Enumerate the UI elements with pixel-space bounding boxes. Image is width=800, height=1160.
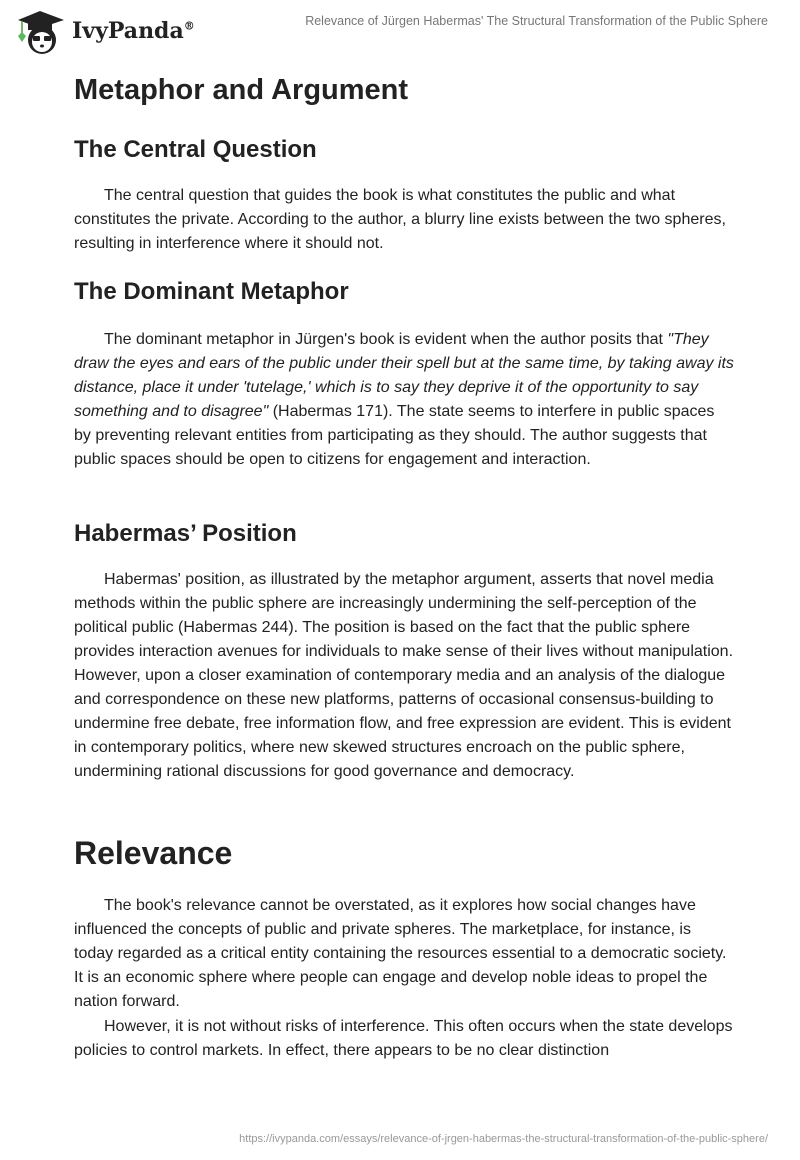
paragraph: However, it is not without risks of interference. This often occurs when the state develops policies to control markets. In effect, there appears to be no clear distinction — [74, 1018, 733, 1059]
subsection-heading: The Dominant Metaphor — [74, 278, 349, 305]
section-heading: Metaphor and Argument — [74, 74, 409, 106]
quote: ' which is to say they deprive it of the opportunity to say something and to disagree" — [74, 379, 699, 420]
subsection-heading: Habermas’ Position — [74, 520, 297, 547]
text: (Habermas 171). The state seems to interfere in public spaces by preventing relevant entities from participating as they should. The author suggests that public spaces should be open to citizens for engagement and interaction. — [74, 403, 715, 468]
text: The dominant metaphor in Jürgen's book is evident when the author posits that — [104, 331, 668, 348]
paragraph — [74, 328, 734, 472]
panda-logo-icon — [14, 6, 66, 56]
paragraph: The central question that guides the book is what constitutes the public and what constitutes the private. According to the author, a blurry line exists between the two spheres, resulting in interference where it should not. — [74, 187, 726, 252]
footer-url-link[interactable]: https://ivypanda.com/essays/relevance-of-jrgen-habermas-the-structural-transformation-of-the-public-sphere/ — [239, 1133, 768, 1145]
quote: tutelage, — [246, 379, 308, 396]
section-heading: Relevance — [74, 835, 233, 871]
brand-text: IvyPanda — [72, 18, 184, 44]
paragraph: Habermas' position, as illustrated by the metaphor argument, asserts that novel media methods within the public sphere are increasingly undermining the self-perception of the political public (Habermas 244). The position is based on the fact that the public sphere provides interaction avenues for individuals to make sense of their lives without manipulation. However, upon a closer examination of contemporary media and an analysis of the dialogue and correspondence on these new platforms, patterns of occasional consensus-building to undermine free debate, free information flow, and free expression are evident. This is evident in contemporary politics, where new skewed structures encroach on the public sphere, undermining rational discussions for good governance and democracy. — [74, 571, 734, 780]
ivypanda-logo[interactable] — [14, 6, 195, 56]
registered-mark: ® — [183, 19, 195, 33]
document-title: Relevance of Jürgen Habermas' The Structural Transformation of the Public Sphere — [305, 14, 768, 28]
brand-name — [72, 18, 195, 44]
quote: "They draw the eyes and ears of the public under their spell but at the same time, by taking away its distance, place it under ' — [74, 331, 734, 396]
paragraph: The book's relevance cannot be overstated, as it explores how social changes have influenced the concepts of public and private spheres. The marketplace, for instance, is today regarded as a critical entity containing the resources essential to a democratic society. It is an economic sphere where people can engage and develop noble ideas to propel the nation forward. — [74, 897, 727, 1010]
subsection-heading: The Central Question — [74, 136, 317, 163]
